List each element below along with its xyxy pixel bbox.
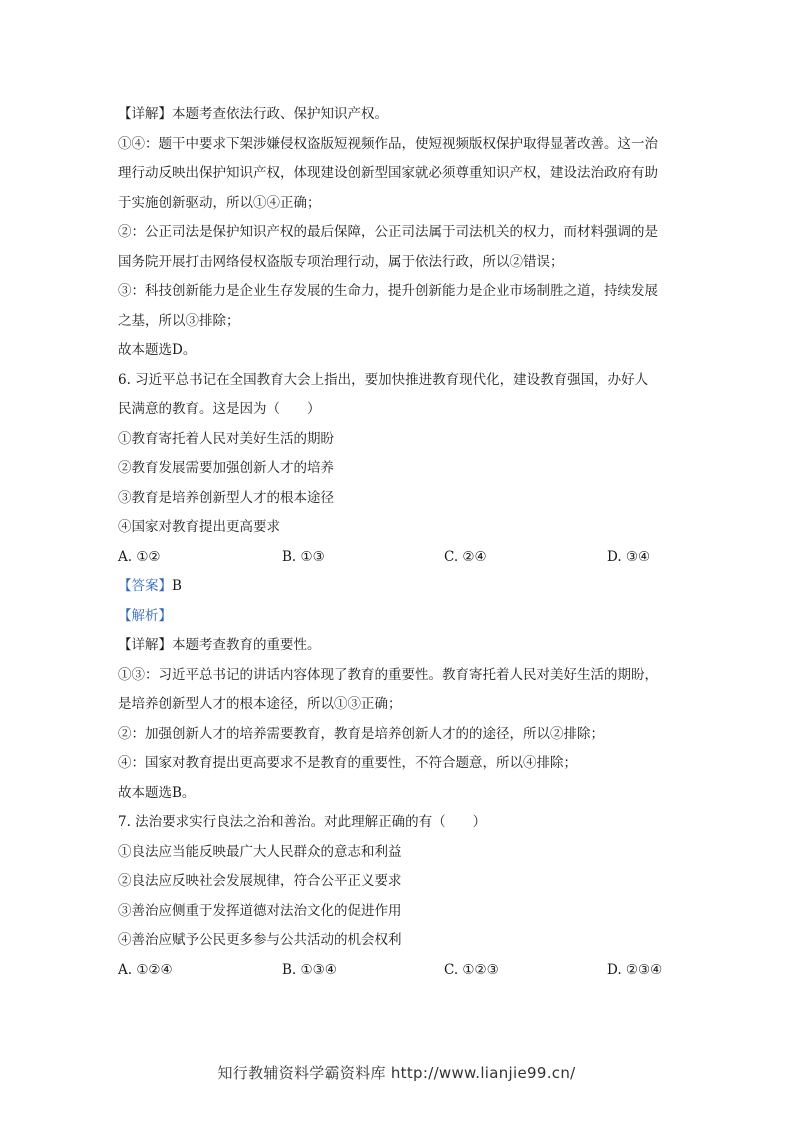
q7-option-d: D. ②③④ (607, 961, 663, 978)
q6-line: ②：加强创新人才的培养需要教育，教育是培养创新人才的的途径，所以②排除； (118, 725, 604, 742)
q7-item: ①良法应当能反映最广大人民群众的意志和利益 (118, 843, 402, 860)
prev-line: ③：科技创新能力是企业生存发展的生命力，提升创新能力是企业市场制胜之道，持续发展 (118, 283, 658, 299)
prev-line: ①④：题干中要求下架涉嫌侵权盗版短视频作品，使短视频版权保护取得显著改善。这一治 (118, 135, 658, 152)
q6-options (118, 543, 678, 573)
q6-detail (118, 631, 678, 661)
prev-detail: 【详解】本题考查依法行政、保护知识产权。 (118, 106, 388, 122)
footer-watermark: 知行教辅资料学霸资料库 http://www.lianjie99.cn/ (217, 1064, 576, 1082)
prev-line: 国务院开展打击网络侵权盗版专项治理行动，属于依法行政，所以②错误； (118, 253, 564, 270)
answer-value: B (172, 578, 182, 594)
q7-item: ③善治应侧重于发挥道德对法治文化的促进作用 (118, 902, 402, 919)
q7-item: ②良法应反映社会发展规律，符合公平正义要求 (118, 873, 402, 889)
q7-item: ④善治应赋予公民更多参与公共活动的机会权利 (118, 932, 402, 948)
q6-option-b: B. ①③ (282, 548, 325, 565)
q6-item: ③教育是培养创新型人才的根本途径 (118, 489, 334, 506)
q6-item: ④国家对教育提出更高要求 (118, 519, 280, 535)
q7-stem: 7. 法治要求实行良法之治和善治。对此理解正确的有（ ） (118, 814, 487, 830)
q7-option-b: B. ①③④ (282, 961, 337, 978)
prev-line: 理行动反映出保护知识产权，体现建设创新型国家就必须尊重知识产权，建设法治政府有助 (118, 165, 658, 181)
detail-tag: 【详解】 (118, 637, 172, 653)
prev-line: ②：公正司法是保护知识产权的最后保障，公正司法属于司法机关的权力，而材料强调的是 (118, 224, 658, 240)
q6-stem-cont: 民满意的教育。这是因为（ ） (118, 401, 321, 417)
document-body (118, 100, 678, 985)
answer-tag: 【答案】 (118, 578, 172, 594)
q6-line: ①③：习近平总书记的讲话内容体现了教育的重要性。教育寄托着人民对美好生活的期盼， (118, 666, 658, 683)
q6-conclusion: 故本题选B。 (118, 784, 196, 801)
prev-line: 于实施创新驱动，所以①④正确； (118, 194, 321, 211)
q6-analysis-tag: 【解析】 (118, 607, 172, 624)
q6-option-d: D. ③④ (607, 548, 651, 565)
detail-text: 本题考查教育的重要性。 (172, 637, 321, 653)
prev-line: 之基，所以③排除； (118, 312, 240, 329)
q6-item: ②教育发展需要加强创新人才的培养 (118, 460, 334, 476)
q6-answer (118, 572, 678, 602)
q6-option-a: A. ①② (118, 548, 161, 565)
q7-option-c: C. ①②③ (444, 961, 499, 978)
q6-line: 是培养创新型人才的根本途径，所以①③正确； (118, 696, 402, 712)
prev-conclusion: 故本题选D。 (118, 342, 197, 358)
q6-item: ①教育寄托着人民对美好生活的期盼 (118, 430, 334, 447)
q6-stem: 6. 习近平总书记在全国教育大会上指出，要加快推进教育现代化，建设教育强国，办好人 (118, 371, 649, 388)
q7-option-a: A. ①②④ (118, 961, 173, 978)
q6-line: ④：国家对教育提出更高要求不是教育的重要性，不符合题意，所以④排除； (118, 755, 577, 771)
q7-options (118, 956, 678, 986)
q6-option-c: C. ②④ (444, 548, 487, 565)
